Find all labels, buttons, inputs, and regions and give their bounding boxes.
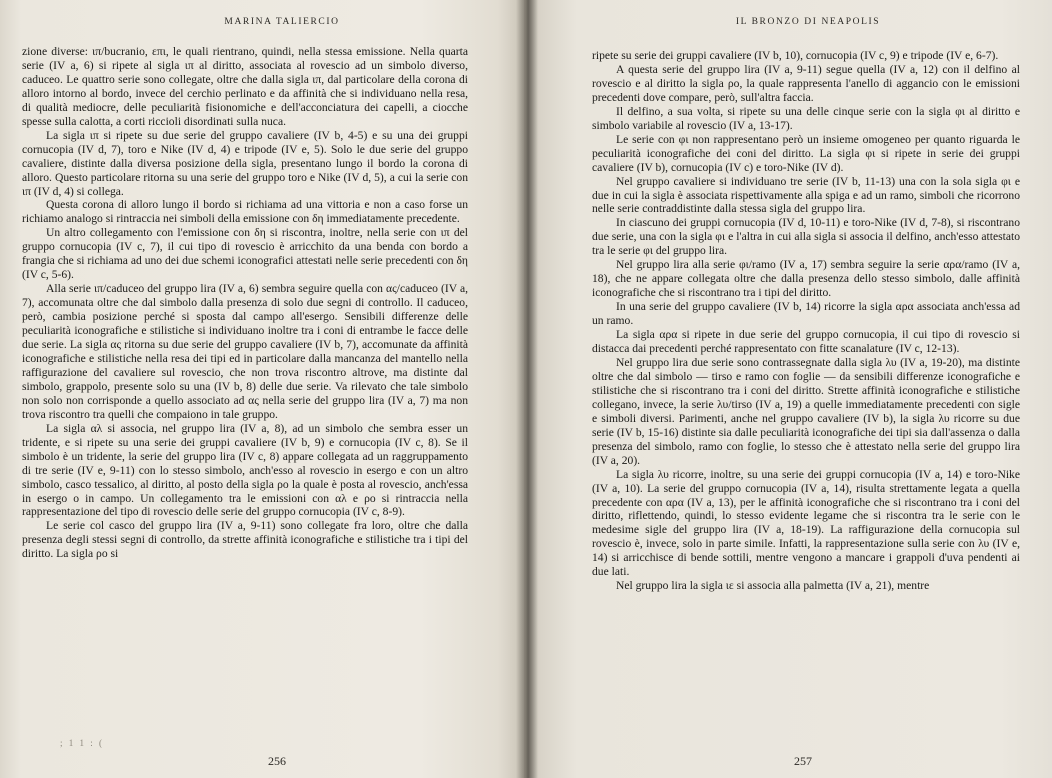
paragraph: La sigla αλ si associa, nel gruppo lira (IV a, 8), ad un simbolo che sembra esser un tridente, e si ripete su una serie dei gruppi cavaliere (IV b, 9) e cornucopia (IV c, 8). Se il simbolo è un tridente, la serie del gruppo lira (IV c, 8) appare collegata ad un raggruppamento di tre serie (IV e, 9-11) con lo stesso simbolo, anch'esso al rovescio in esergo e con un altro simbolo, casco tessalico, al diritto, al posto della sigla ρο la quale è posta al rovescio, anch'essa in esergo o in campo. Un collegamento tra le emissioni con αλ e ρο si rintraccia nella rappresentazione del tipo di rovescio delle serie del gruppo cornucopia (IV c, 8-9). <box>22 421 468 519</box>
paragraph: Le serie col casco del gruppo lira (IV a, 9-11) sono collegate fra loro, oltre che dalla presenza degli stessi segni di controllo, da strette affinità iconografiche e stilistiche tra i tipi del diritto. La sigla ρο si <box>22 519 468 561</box>
paragraph: La sigla λυ ricorre, inoltre, su una serie dei gruppi cornucopia (IV a, 14) e toro-Nike (IV a, 10). La serie del gruppo cornucopia (IV a, 14), risulta strettamente legata a quella precedente con αρα (IV a, 13), per le affinità iconografiche che si riscontrano tra i coni del diritto, riflettendo, quindi, lo stesso evidente legame che si riscontra tra le serie con le medesime sigle del gruppo lira (IV a, 18-19). La raffigurazione della cornucopia sul rovescio è, invece, solo in parte simile. Infatti, la rappresentazione sulla serie con λυ (IV e, 14) si arricchisce di bende sottili, mentre vengono a mancare i grappoli d'uva pendenti ai due lati. <box>592 467 1020 579</box>
paragraph: Alla serie ιπ/caduceo del gruppo lira (IV a, 6) sembra seguire quella con ας/caduceo (IV a, 7), accomunata oltre che dal simbolo dalla presenza di solo due segni di controllo. Il caduceo, però, cambia posizione perché si sposta dal campo all'esergo. Sensibili differenze delle peculiarità iconografiche e stilistiche si individuano inoltre tra i coni di entrambe le facce delle due serie. La sigla ας ritorna su due serie del gruppo cavaliere (IV b, 7), accomunate da affinità iconografiche e stilistiche nella resa dei tipi ed in particolare dalla mancanza del mantello nella raffigurazione del cavaliere sul rovescio, che non trova riscontro altrove, ma distinte dal simbolo, grappolo, presente solo su una (IV b, 8) delle due serie. Va rilevato che tale simbolo non solo non corrisponde a quello associato ad ας nella serie del gruppo lira (IV a, 7) ma non trova riscontro tra quelli che compaiono in tale gruppo. <box>22 282 468 421</box>
page-number-right: 257 <box>794 754 812 768</box>
right-page-body <box>592 49 1020 593</box>
paragraph: In ciascuno dei gruppi cornucopia (IV d, 10-11) e toro-Nike (IV d, 7-8), si riscontrano due serie, una con la sigla φι e l'altra in cui alla sigla si associa il delfino, anch'esso attestato tra le serie φι del gruppo lira. <box>592 216 1020 258</box>
paragraph: Il delfino, a sua volta, si ripete su una delle cinque serie con la sigla φι al diritto e simbolo variabile al rovescio (IV a, 13-17). <box>592 104 1020 132</box>
paragraph: Questa corona di alloro lungo il bordo si richiama ad una vittoria e non a caso forse un richiamo analogo si rintraccia nei simboli della emissione con δη immediatamente precedente. <box>22 198 468 226</box>
paragraph: Nel gruppo lira alla serie φι/ramo (IV a, 17) sembra seguire la serie αρα/ramo (IV a, 18), che ne appare collegata oltre che dalla presenza dello stesso simbolo, dalle affinità iconografiche che si riscontrano tra i tipi del diritto. <box>592 258 1020 300</box>
left-page <box>0 0 524 778</box>
paragraph: A questa serie del gruppo lira (IV a, 9-11) segue quella (IV a, 12) con il delfino al rovescio e al diritto la sigla ρο, la quale rappresenta l'anello di aggancio con le emissioni precedenti dove compare, però, sull'altra faccia. <box>592 62 1020 104</box>
left-page-body <box>22 45 468 561</box>
paragraph: Le serie con φι non rappresentano però un insieme omogeneo per quanto riguarda le peculiarità iconografiche dei coni del diritto. La sigla φι si ripete in serie dei gruppi cavaliere (IV b), cornucopia (IV c) e toro-Nike (IV d). <box>592 132 1020 174</box>
running-header-right: IL BRONZO DI NEAPOLIS <box>735 17 881 27</box>
paragraph: Nel gruppo cavaliere si individuano tre serie (IV b, 11-13) una con la sola sigla φι e due in cui la sigla è associata rispettivamente alla spiga e ad un ramo, simboli che ricorrono nelle serie contraddistinte dalla stessa sigla del gruppo lira. <box>592 174 1020 216</box>
running-header-left: MARINA TALIERCIO <box>224 17 340 27</box>
paragraph: La sigla ιπ si ripete su due serie del gruppo cavaliere (IV b, 4-5) e su una dei gruppi cornucopia (IV d, 7), toro e Nike (IV d, 4) e tripode (IV e, 5). Solo le due serie del gruppo cavaliere, distinte dalla diversa posizione della sigla, presentano lungo il bordo la corona di alloro. Questo particolare ritorna su una serie del gruppo toro e Nike (IV d, 5), a cui la serie con ιπ (IV d, 4) si collega. <box>22 128 468 198</box>
right-page <box>524 0 1052 778</box>
paragraph: Un altro collegamento con l'emissione con δη si riscontra, inoltre, nella serie con ιπ del gruppo cornucopia (IV c, 7), il cui tipo di rovescio è arricchito da una benda con bordo a frangia che si richiama ad uno dei due schemi iconografici attestati nelle serie precedenti con δη (IV c, 5-6). <box>22 226 468 282</box>
page-number-left: 256 <box>268 754 286 768</box>
paragraph: In una serie del gruppo cavaliere (IV b, 14) ricorre la sigla αρα associata anch'essa ad un ramo. <box>592 300 1020 328</box>
paragraph: zione diverse: ιπ/bucranio, επι, le quali rientrano, quindi, nella stessa emissione. Nella quarta serie (IV a, 6) si ripete al sigla ιπ al diritto, associata al rovescio ad un simbolo diverso, caduceo. Le quattro serie sono collegate, oltre che dalla sigla ιπ, dal particolare della corona di alloro intorno al bordo, invece del cerchio perlinato e da affinità che si individuano nella resa, di qualità mediocre, delle peculiarità fisionomiche e dell'acconciatura dei capelli, a ciocche spesse sulla calotta, a corti riccioli disordinati sulla nuca. <box>22 45 468 128</box>
margin-marks: ; 1 1 : ( <box>60 738 104 748</box>
paragraph: ripete su serie dei gruppi cavaliere (IV b, 10), cornucopia (IV c, 9) e tripode (IV e, 6-7). <box>592 49 999 62</box>
paragraph: Nel gruppo lira la sigla ιε si associa alla palmetta (IV a, 21), mentre <box>616 579 930 593</box>
paragraph: La sigla αρα si ripete in due serie del gruppo cornucopia, il cui tipo di rovescio si distacca dai precedenti perché rappresentato con fitte scanalature (IV c, 12-13). <box>592 328 1020 356</box>
paragraph: Nel gruppo lira due serie sono contrassegnate dalla sigla λυ (IV a, 19-20), ma distinte oltre che dal simbolo — tirso e ramo con foglie — da sensibili differenze iconografiche e stilistiche che si riscontrano tra i coni del diritto. Strette affinità iconografiche e stilistiche collegano, invece, la serie λυ/tirso (IV a, 19) a quelle immediatamente precedenti con sigle e simboli diversi. Parimenti, anche nel gruppo cavaliere (IV b), la sigla λυ ricorre su due serie (IV b, 15-16) distinte sia dalle peculiarità iconografiche dei tipi sia dall'assenza o dalla presenza del simbolo, ramo con foglie, lo stesso che è attestato nella serie del gruppo lira (IV a, 20). <box>592 355 1020 467</box>
